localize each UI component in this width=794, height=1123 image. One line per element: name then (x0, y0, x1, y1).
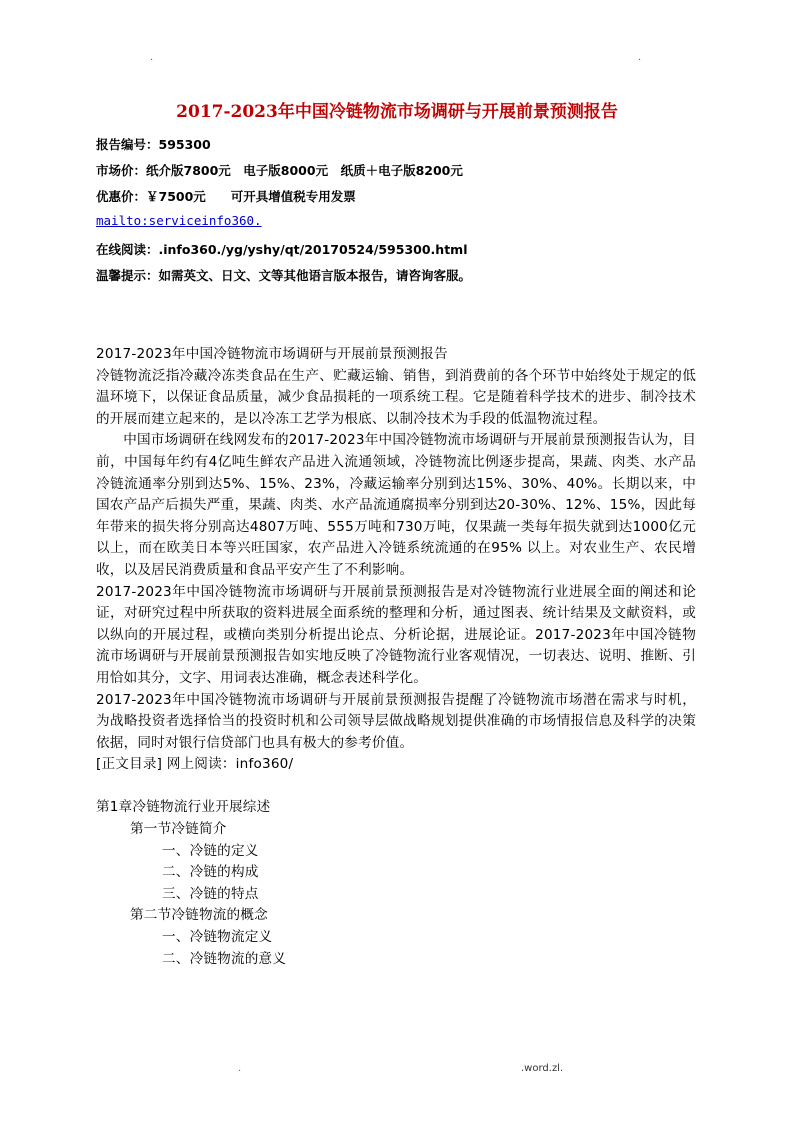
body-paragraph-analysis: 2017-2023年中国冷链物流市场调研与开展前景预测报告是对冷链物流行业进展全面的阐述和论证，对研究过程中所获取的资料进展全面系统的整理和分析，通过图表、统计结果及文献资料，或以纵向的开展过程，或横向类别分析提出论点、分析论据，进展论证。2017-2023年中国冷链物流市场调研与开展前景预测报告如实地反映了冷链物流行业客观情况，一切表达、说明、推断、引用恰如其分，文字、用词表达准确，概念表述科学化。 (96, 583, 696, 686)
body-paragraph-definition: 冷链物流泛指冷藏冷冻类食品在生产、贮藏运输、销售，到消费前的各个环节中始终处于规定的低温环境下，以保证食品质量，减少食品损耗的一项系统工程。它是随着科学技术的进步、制冷技术的开展而建立起来的，是以冷冻工艺学为根底、以制冷技术为手段的低温物流过程。 (96, 367, 696, 427)
online-reading: 在线阅读：.info360./yg/yshy/qt/20170524/595300.html (96, 242, 468, 257)
body-paragraph-market: 中国市场调研在线网发布的2017-2023年中国冷链物流市场调研与开展前景预测报告认为，目前，中国每年约有4亿吨生鲜农产品进入流通领域，冷链物流比例逐步提高，果蔬、肉类、水产品冷链流通率分别到达5%、15%、23%，冷藏运输率分别到达15%、30%、40%。长期以来，中国农产品产后损失严重，果蔬、肉类、水产品流通腐损率分别到达20-30%、12%、15%，因此每年带来的损失将分别高达4807万吨、555万吨和730万吨，仅果蔬一类每年损失就到达1000亿元以上，而在欧美日本等兴旺国家，农产品进入冷链系统流通的在95% 以上。对农业生产、农民增收，以及居民消费质量和食品平安产生了不利影响。 (96, 432, 696, 578)
header-dot-left: . (150, 52, 154, 63)
toc-link-line[interactable]: [正文目录] 网上阅读：info360/ (96, 756, 294, 773)
toc-chapter-1[interactable]: 第1章冷链物流行业开展综述 (96, 799, 271, 816)
body-title-line: 2017-2023年中国冷链物流市场调研与开展前景预测报告 (96, 346, 448, 362)
footer-text: .word.zl. (521, 1063, 564, 1074)
toc-item[interactable]: 三、冷链的特点 (162, 885, 259, 902)
notice: 温馨提示：如需英文、日文、文等其他语言版本报告，请咨询客服。 (96, 268, 472, 283)
toc-section-1[interactable]: 第一节冷链简介 (130, 821, 227, 838)
header-dot-right: . (638, 52, 642, 63)
report-code: 报告编号：595300 (96, 137, 211, 152)
toc-item[interactable]: 二、冷链的构成 (162, 864, 259, 881)
report-title: 2017-2023年中国冷链物流市场调研与开展前景预测报告 (176, 102, 618, 122)
toc-item[interactable]: 一、冷链物流定义 (162, 929, 273, 946)
footer-dot: . (238, 1063, 242, 1074)
market-price: 市场价：纸介版7800元 电子版8000元 纸质＋电子版8200元 (96, 163, 463, 178)
body-paragraph-value: 2017-2023年中国冷链物流市场调研与开展前景预测报告提醒了冷链物流市场潜在需求与时机，为战略投资者选择恰当的投资时机和公司领导层做战略规划提供准确的市场情报信息及科学的决策依据，同时对银行信贷部门也具有极大的参考价值。 (96, 691, 696, 751)
discount-price: 优惠价：￥7500元 可开具增值税专用发票 (96, 189, 356, 204)
report-body (96, 344, 696, 970)
toc-item[interactable]: 一、冷链的定义 (162, 842, 259, 859)
toc-section-2[interactable]: 第二节冷链物流的概念 (130, 907, 268, 924)
table-of-contents (96, 797, 696, 970)
toc-item[interactable]: 二、冷链物流的意义 (162, 950, 287, 967)
mail-link[interactable]: mailto:serviceinfo360. (96, 213, 262, 228)
